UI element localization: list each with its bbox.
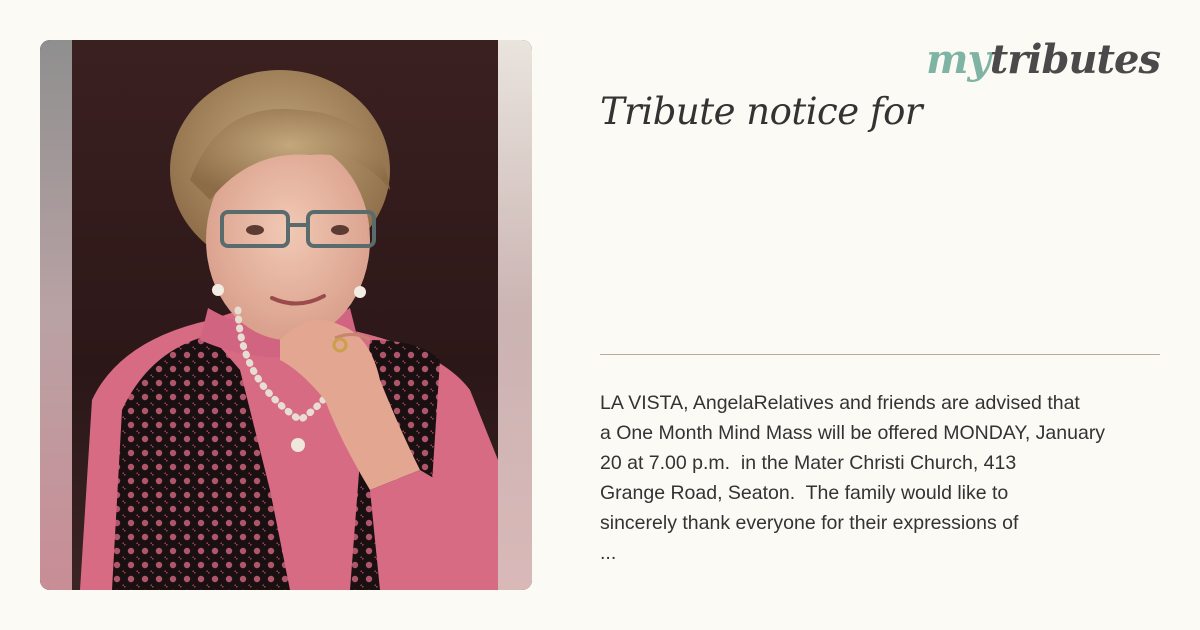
notice-line: Grange Road, Seaton. The family would like to bbox=[600, 482, 1009, 504]
notice-line: 20 at 7.00 p.m. in the Mater Christi Church, 413 bbox=[600, 452, 1017, 474]
mytributes-logo[interactable] bbox=[926, 36, 1160, 84]
logo-part-tributes: tributes bbox=[989, 36, 1160, 83]
notice-line: sincerely thank everyone for their expressions of bbox=[600, 512, 1019, 534]
logo-part-my: my bbox=[926, 36, 990, 83]
notice-line: LA VISTA, AngelaRelatives and friends are advised that bbox=[600, 392, 1080, 414]
notice-line: a One Month Mind Mass will be offered MONDAY, January bbox=[600, 422, 1106, 444]
tribute-notice-text bbox=[600, 388, 1180, 568]
section-divider bbox=[600, 354, 1160, 355]
portrait-illustration bbox=[40, 40, 532, 590]
tribute-heading: Tribute notice for bbox=[600, 90, 923, 133]
notice-ellipsis: ... bbox=[600, 542, 617, 564]
portrait-photo bbox=[40, 40, 532, 590]
